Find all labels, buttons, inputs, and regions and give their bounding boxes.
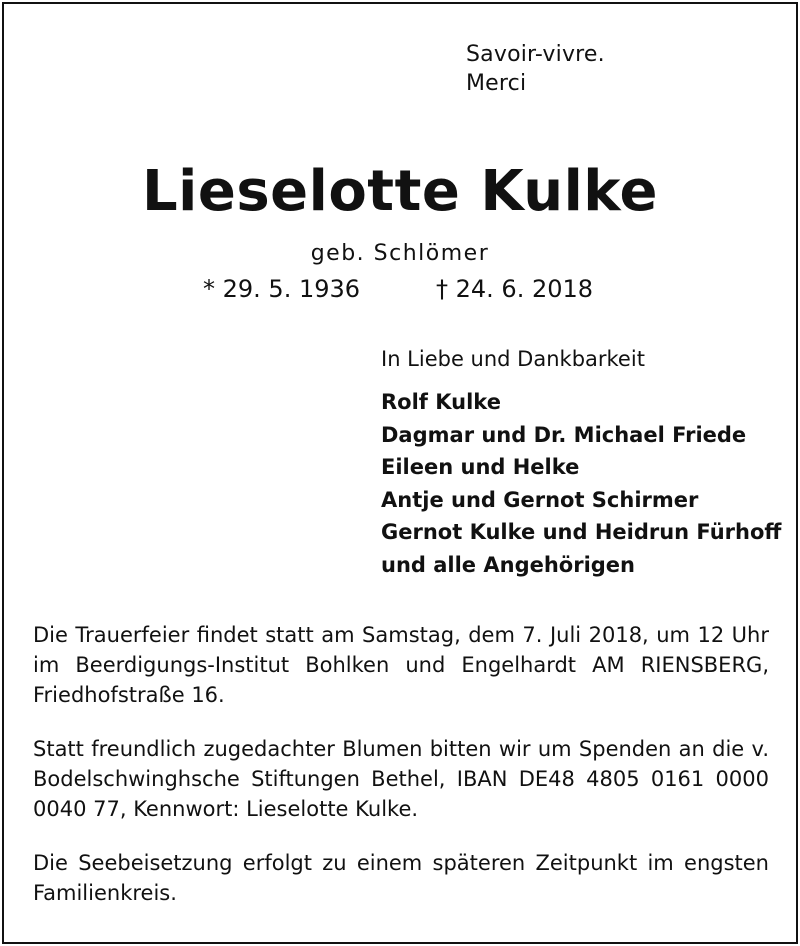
- motto: [466, 40, 605, 98]
- birth-name: geb. Schlömer: [310, 241, 490, 266]
- mourner-name: Rolf Kulke: [381, 390, 501, 414]
- mourner-name: Dagmar und Dr. Michael Friede: [381, 422, 747, 447]
- motto-line-2: Merci: [466, 71, 527, 96]
- donation-paragraph: Statt freundlich zugedachter Blumen bitten wir um Spenden an die v. Bodelschwinghsche Stiftungen Bethel, IBAN DE48 4805 0161 0000 0040 77, Kennwort: Lieselotte Kulke.: [33, 737, 769, 821]
- death-date: † 24. 6. 2018: [436, 275, 594, 303]
- mourners-list: [381, 386, 781, 581]
- mourner-name: und alle Angehörigen: [381, 552, 635, 577]
- motto-line-1: Savoir-vivre.: [466, 42, 605, 67]
- birth-date: * 29. 5. 1936: [203, 275, 361, 303]
- mourner-name: Gernot Kulke und Heidrun Fürhoff: [381, 520, 782, 544]
- dedication-line: In Liebe und Dankbarkeit: [381, 347, 645, 371]
- burial-at-sea-paragraph: Die Seebeisetzung erfolgt zu einem späteren Zeitpunkt im engsten Familienkreis.: [33, 851, 769, 905]
- funeral-service-paragraph: Die Trauerfeier findet statt am Samstag, dem 7. Juli 2018, um 12 Uhr im Beerdigungs-Institut Bohlken und Engelhardt AM RIENSBERG, Friedhofstraße 16.: [33, 623, 769, 707]
- mourner-name: Antje und Gernot Schirmer: [381, 487, 699, 512]
- mourner-name: Eileen und Helke: [381, 455, 580, 479]
- deceased-name: Lieselotte Kulke: [141, 159, 659, 224]
